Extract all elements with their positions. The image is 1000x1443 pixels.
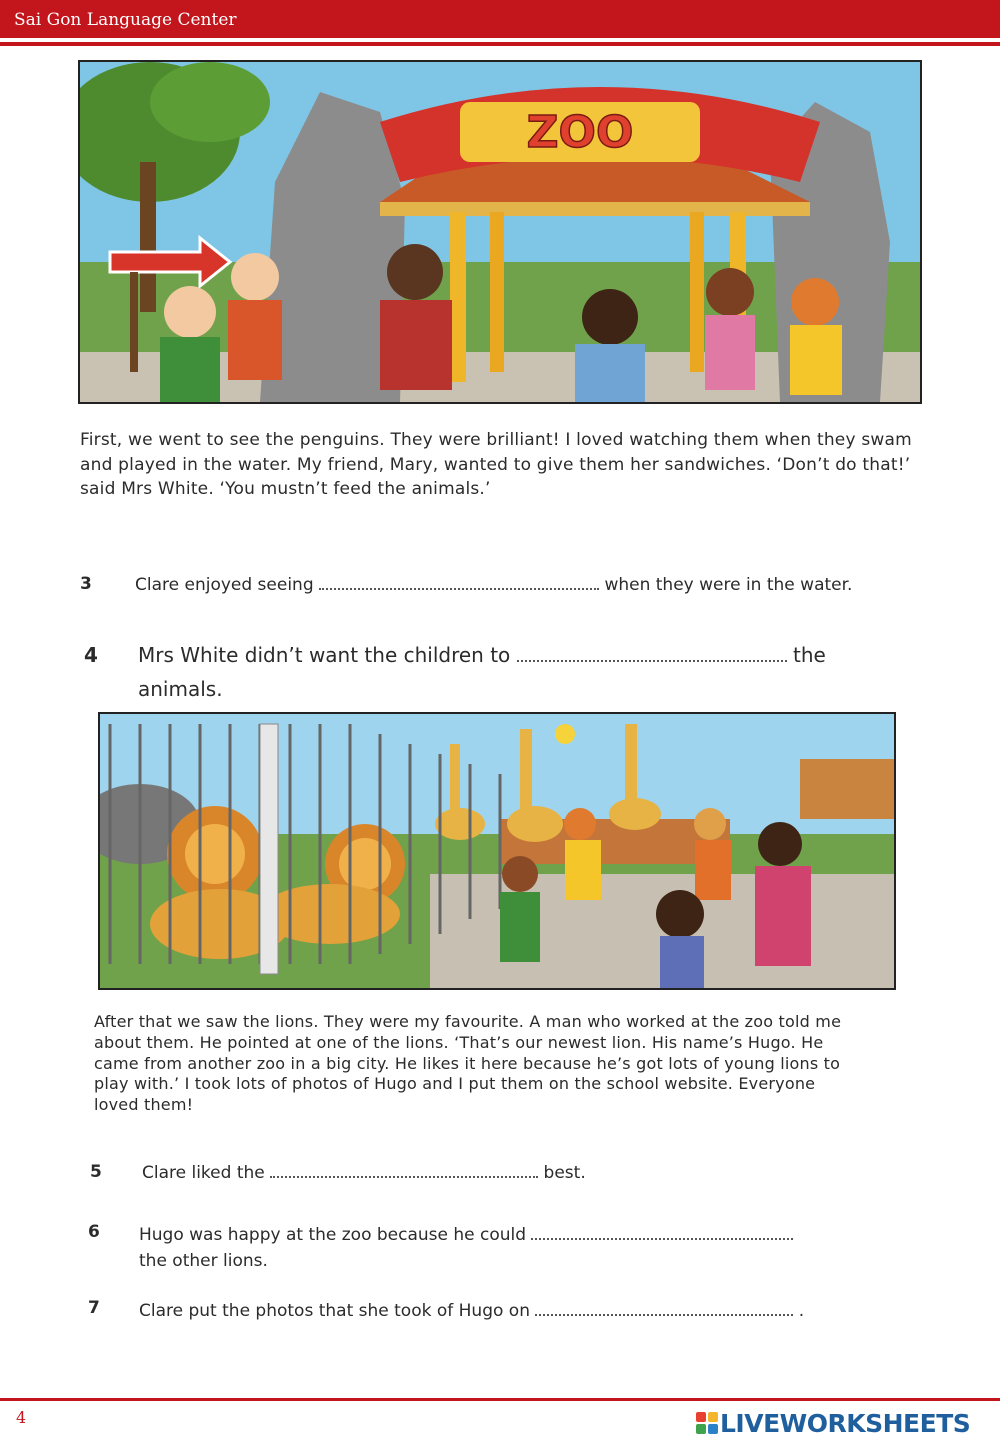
answer-blank-3[interactable] xyxy=(319,574,599,590)
passage-lions: After that we saw the lions. They were my favourite. A man who worked at the zoo told me about them. He pointed at one of the lions. ‘That’s our newest lion. His name’s Hugo. He came from another zoo in a big city. He likes it here because he’s got lots of young lions to play with.’ I took lots of photos of Hugo and I put them on the school website. Everyone loved them! xyxy=(94,1012,842,1115)
page-number: 4 xyxy=(16,1408,27,1427)
question-7 xyxy=(139,1298,899,1324)
question-text-after: . xyxy=(798,1301,805,1321)
question-number: 7 xyxy=(88,1298,100,1318)
answer-blank-5[interactable] xyxy=(270,1162,538,1178)
zoo-entrance-illustration xyxy=(78,60,922,404)
liveworksheets-brand xyxy=(696,1408,970,1438)
question-number: 4 xyxy=(84,643,98,667)
question-text-after: best. xyxy=(543,1163,586,1183)
question-number: 6 xyxy=(88,1222,100,1242)
question-text-before: Clare enjoyed seeing xyxy=(135,575,314,595)
question-text-before: Mrs White didn’t want the children to xyxy=(138,643,511,667)
question-text-after: the other lions. xyxy=(139,1251,268,1271)
brand-name: LIVEWORKSHEETS xyxy=(720,1408,971,1438)
header-rule xyxy=(0,42,1000,46)
question-text-after: when they were in the water. xyxy=(604,575,853,595)
footer-rule xyxy=(0,1398,1000,1401)
question-text-after: the animals. xyxy=(138,643,826,701)
answer-blank-7[interactable] xyxy=(535,1300,793,1316)
question-number: 5 xyxy=(90,1162,102,1182)
header-title: Sai Gon Language Center xyxy=(14,10,237,30)
question-6 xyxy=(139,1222,899,1274)
question-3 xyxy=(135,572,895,598)
question-text-before: Clare put the photos that she took of Hugo on xyxy=(139,1301,530,1321)
zoo-sign-text: ZOO xyxy=(526,107,634,158)
question-text-before: Hugo was happy at the zoo because he could xyxy=(139,1225,527,1245)
passage-penguins: First, we went to see the penguins. They were brilliant! I loved watching them when they swam and played in the water. My friend, Mary, wanted to give them her sandwiches. ‘Don’t do that!’ said Mrs White. ‘You mustn’t feed the animals.’ xyxy=(80,430,912,499)
question-4 xyxy=(138,638,898,706)
question-5 xyxy=(142,1160,902,1186)
lions-enclosure-illustration xyxy=(98,712,896,990)
liveworksheets-logo-icon xyxy=(696,1412,718,1434)
answer-blank-4[interactable] xyxy=(517,646,787,662)
question-number: 3 xyxy=(80,574,92,594)
header-bar xyxy=(0,0,1000,38)
question-text-before: Clare liked the xyxy=(142,1163,265,1183)
answer-blank-6[interactable] xyxy=(531,1224,793,1240)
